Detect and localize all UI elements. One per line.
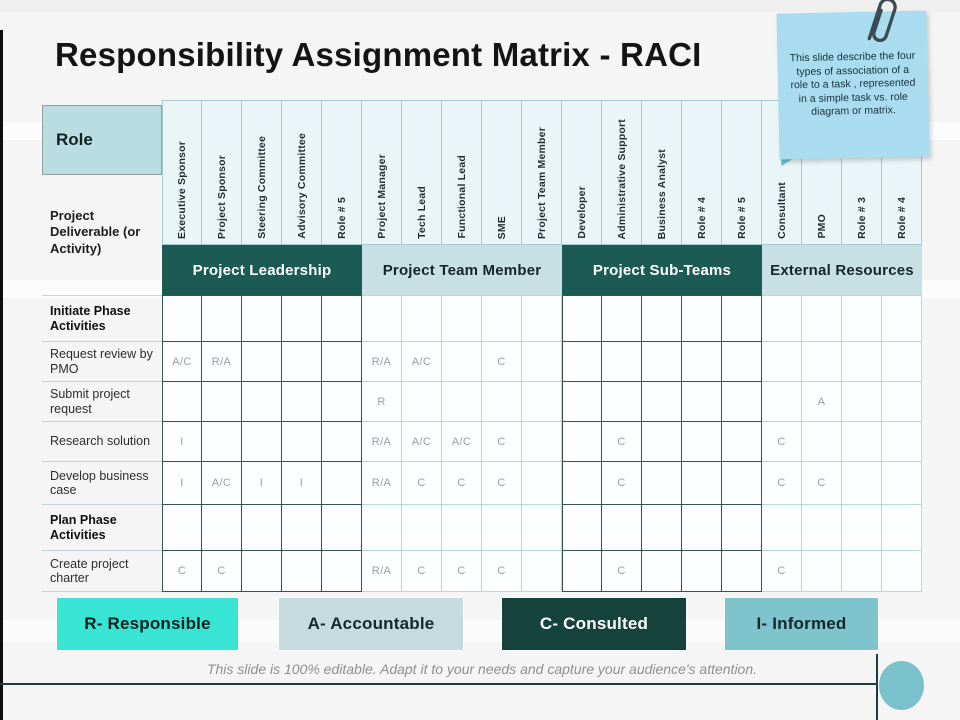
matrix-cell [642,505,682,551]
matrix-cell [802,505,842,551]
matrix-cell [642,551,682,592]
matrix-cell [562,551,602,592]
sticky-note-text: This slide describe the four types of association of a role to a task , represented in a simple task vs. role diagram or matrix. [789,49,916,119]
matrix-cell [522,382,562,422]
matrix-cell: C [482,422,522,462]
column-header-label: Project Manager [375,154,388,239]
matrix-cell: R/A [362,342,402,382]
matrix-cell: C [162,551,202,592]
matrix-cell [882,295,922,342]
matrix-cell [842,382,882,422]
matrix-cell: R/A [362,551,402,592]
matrix-cell [882,505,922,551]
matrix-cell: C [802,462,842,505]
matrix-cell [282,342,322,382]
column-header-label: Tech Lead [415,186,428,239]
column-header [722,100,762,245]
raci-legend [42,598,922,652]
matrix-cell [722,342,762,382]
matrix-cell: I [162,462,202,505]
matrix-cell [562,342,602,382]
column-header-label: Executive Sponsor [176,141,188,239]
matrix-cell [322,342,362,382]
table-row [42,342,922,382]
matrix-cell [602,295,642,342]
column-header [402,100,442,245]
matrix-corner [42,100,162,295]
matrix-cell [482,505,522,551]
matrix-cell: C [602,551,642,592]
page-title: Responsibility Assignment Matrix - RACI [55,36,702,73]
matrix-cell [242,551,282,592]
matrix-cell [402,295,442,342]
matrix-cell [762,342,802,382]
matrix-cell [242,422,282,462]
background-stripe [0,0,960,12]
group-header: External Resources [762,245,922,295]
matrix-cell [642,295,682,342]
matrix-cell [802,422,842,462]
matrix-cell [522,342,562,382]
matrix-cell [162,505,202,551]
column-header [282,100,322,245]
matrix-cell: A/C [402,422,442,462]
matrix-cell [722,382,762,422]
matrix-cell [802,551,842,592]
column-header-label: Consultant [775,182,788,239]
matrix-group-headers [162,245,922,295]
column-header [322,100,362,245]
matrix-cell [282,382,322,422]
matrix-cell [402,382,442,422]
matrix-cell [602,382,642,422]
matrix-cell [682,422,722,462]
matrix-cell [322,462,362,505]
matrix-cell [242,342,282,382]
matrix-cell [442,382,482,422]
column-header-label: Functional Lead [455,155,468,239]
column-header-label: PMO [815,214,828,239]
column-header-label: Role # 4 [695,197,708,239]
column-header-label: Role # 3 [855,197,868,239]
legend-responsible: R- Responsible [57,598,238,650]
matrix-cell [522,295,562,342]
matrix-cell [842,551,882,592]
matrix-cell [362,295,402,342]
matrix-cell [282,551,322,592]
matrix-cell [602,505,642,551]
matrix-cell: R [362,382,402,422]
matrix-cell [882,551,922,592]
table-row [42,462,922,505]
matrix-cell [802,295,842,342]
matrix-cell [642,342,682,382]
column-header-label: Role # 5 [735,197,748,239]
table-row [42,382,922,422]
column-header [242,100,282,245]
matrix-cell [842,342,882,382]
column-header-label: Role # 4 [895,197,908,239]
matrix-cell [282,422,322,462]
table-row [42,551,922,592]
row-label: Plan Phase Activities [42,505,162,551]
table-row [42,422,922,462]
matrix-cell [442,342,482,382]
column-header-label: SME [495,215,508,239]
matrix-cell: C [762,422,802,462]
matrix-cell [322,551,362,592]
row-label: Request review by PMO [42,342,162,382]
column-header-label: Project Team Member [535,126,548,239]
matrix-cell: C [442,551,482,592]
matrix-cell [322,505,362,551]
matrix-cell [802,342,842,382]
legend-accountable: A- Accountable [279,598,463,650]
column-header [602,100,642,245]
matrix-cell [682,342,722,382]
matrix-cell [282,295,322,342]
matrix-cell: A/C [162,342,202,382]
table-row [42,505,922,551]
row-label: Develop business case [42,462,162,505]
left-edge-bar [0,30,3,720]
matrix-cell: C [402,462,442,505]
footer-note: This slide is 100% editable. Adapt it to your needs and capture your audience's attention. [206,661,758,677]
column-header [562,100,602,245]
matrix-cell: C [762,551,802,592]
matrix-cell [722,505,762,551]
matrix-cell [642,422,682,462]
row-label: Research solution [42,422,162,462]
matrix-cell [842,462,882,505]
matrix-cell [882,382,922,422]
group-header: Project Leadership [162,245,362,295]
matrix-cell [762,382,802,422]
matrix-cell [882,342,922,382]
matrix-cell: I [242,462,282,505]
matrix-cell [682,382,722,422]
matrix-cell [682,295,722,342]
group-header: Project Sub-Teams [562,245,762,295]
matrix-cell [202,295,242,342]
matrix-cell [402,505,442,551]
matrix-cell: C [762,462,802,505]
matrix-cell [522,462,562,505]
matrix-cell [562,505,602,551]
matrix-cell [522,551,562,592]
column-header-label: Role # 5 [335,197,348,239]
column-header-label: Developer [575,186,588,239]
matrix-cell [202,505,242,551]
matrix-cell [842,422,882,462]
matrix-cell: C [482,462,522,505]
matrix-cell: C [442,462,482,505]
matrix-cell [242,505,282,551]
matrix-cell [642,382,682,422]
table-row [42,295,922,342]
column-header [682,100,722,245]
matrix-cell [602,342,642,382]
column-header [522,100,562,245]
matrix-cell [722,551,762,592]
legend-informed: I- Informed [725,598,878,650]
matrix-cell: C [402,551,442,592]
column-header-label: Administrative Support [615,118,628,239]
corner-circle [879,661,924,710]
row-label: Submit project request [42,382,162,422]
bottom-rule [0,683,878,685]
matrix-cell: R/A [362,462,402,505]
matrix-cell: I [282,462,322,505]
column-header-label: Advisory Committee [295,133,308,239]
matrix-cell: I [162,422,202,462]
matrix-cell [682,551,722,592]
matrix-cell [682,462,722,505]
row-label: Initiate Phase Activities [42,295,162,342]
column-header [162,100,202,245]
matrix-cell: A/C [202,462,242,505]
matrix-cell: A [802,382,842,422]
matrix-cell [562,295,602,342]
matrix-cell: C [602,462,642,505]
column-header [362,100,402,245]
column-header-label: Business Analyst [655,148,668,239]
matrix-cell [322,295,362,342]
matrix-cell [442,295,482,342]
matrix-cell [762,295,802,342]
matrix-cell [202,382,242,422]
matrix-cell: C [602,422,642,462]
matrix-cell [162,382,202,422]
matrix-cell [882,422,922,462]
column-header-label: Steering Committee [255,136,268,239]
matrix-cell [202,422,242,462]
matrix-cell [522,505,562,551]
matrix-cell [762,505,802,551]
matrix-cell: C [202,551,242,592]
raci-matrix-table [42,100,922,592]
matrix-cell: C [482,551,522,592]
matrix-cell [682,505,722,551]
matrix-cell [322,422,362,462]
matrix-cell [162,295,202,342]
matrix-cell: A/C [402,342,442,382]
matrix-cell [482,295,522,342]
matrix-cell [562,422,602,462]
column-header [642,100,682,245]
matrix-cell [522,422,562,462]
matrix-cell [242,382,282,422]
matrix-cell: C [482,342,522,382]
row-label: Create project charter [42,551,162,592]
matrix-cell [242,295,282,342]
group-header: Project Team Member [362,245,562,295]
matrix-cell [362,505,402,551]
column-header-label: Project Sponsor [215,154,228,239]
matrix-cell [722,462,762,505]
matrix-cell: R/A [362,422,402,462]
matrix-cell [722,422,762,462]
matrix-cell [562,462,602,505]
matrix-cell [442,505,482,551]
matrix-cell [722,295,762,342]
legend-consulted: C- Consulted [502,598,686,650]
matrix-body [42,295,922,592]
column-header [202,100,242,245]
matrix-cell [842,505,882,551]
sticky-note [776,10,929,159]
column-header [482,100,522,245]
matrix-cell [322,382,362,422]
matrix-cell [642,462,682,505]
matrix-cell [562,382,602,422]
matrix-cell: A/C [442,422,482,462]
role-header-cell: Role [42,105,162,175]
deliverable-header-label: Project Deliverable (or Activity) [50,208,141,256]
matrix-cell [882,462,922,505]
matrix-cell [842,295,882,342]
matrix-cell: R/A [202,342,242,382]
matrix-cell [282,505,322,551]
matrix-cell [482,382,522,422]
column-header [442,100,482,245]
